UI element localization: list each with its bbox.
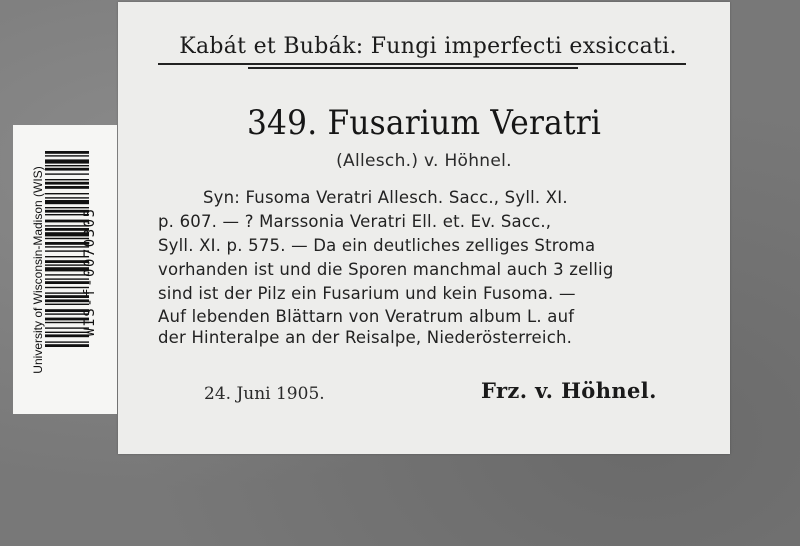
description-line: Syn: Fusoma Veratri Allesch. Sacc., Syll. XI. [203,188,568,207]
barcode-label [13,125,117,414]
description-line: der Hinteralpe an der Reisalpe, Niederösterreich. [158,328,573,347]
header-rule-top [158,63,686,65]
description-line: p. 607. — ? Marssonia Veratri Ell. et. Ev. Sacc., [158,212,552,231]
barcode-bar [45,173,89,174]
barcode-bar [45,159,89,163]
collection-date: 24. Juni 1905. [204,384,325,404]
species-authority: (Allesch.) v. Höhnel. [336,151,512,171]
barcode-institution: University of Wisconsin-Madison (WIS) [31,166,45,374]
barcode-bar [45,179,89,180]
species-title: 349. Fusarium Veratri [246,103,602,143]
barcode-id: WIS-f-0070305 [82,207,98,337]
specimen-label [118,2,730,454]
description-line: vorhanden ist und die Sporen manchmal auch 3 zellig [158,260,614,279]
description-line: sind ist der Pilz ein Fusarium und kein Fusoma. — [158,284,576,303]
description-line: Syll. XI. p. 575. — Da ein deutliches zelliges Stroma [158,236,596,255]
collector-name: Frz. v. Höhnel. [481,378,657,403]
barcode-bar [45,168,89,171]
barcode-bar [45,151,89,154]
header-rule-bottom [248,67,578,69]
barcode-bar [45,165,89,166]
series-header: Kabát et Bubák: Fungi imperfecti exsiccati. [179,34,677,59]
barcode-bar [45,155,89,156]
description-line: Auf lebenden Blättarn von Veratrum album L. auf [158,307,575,326]
